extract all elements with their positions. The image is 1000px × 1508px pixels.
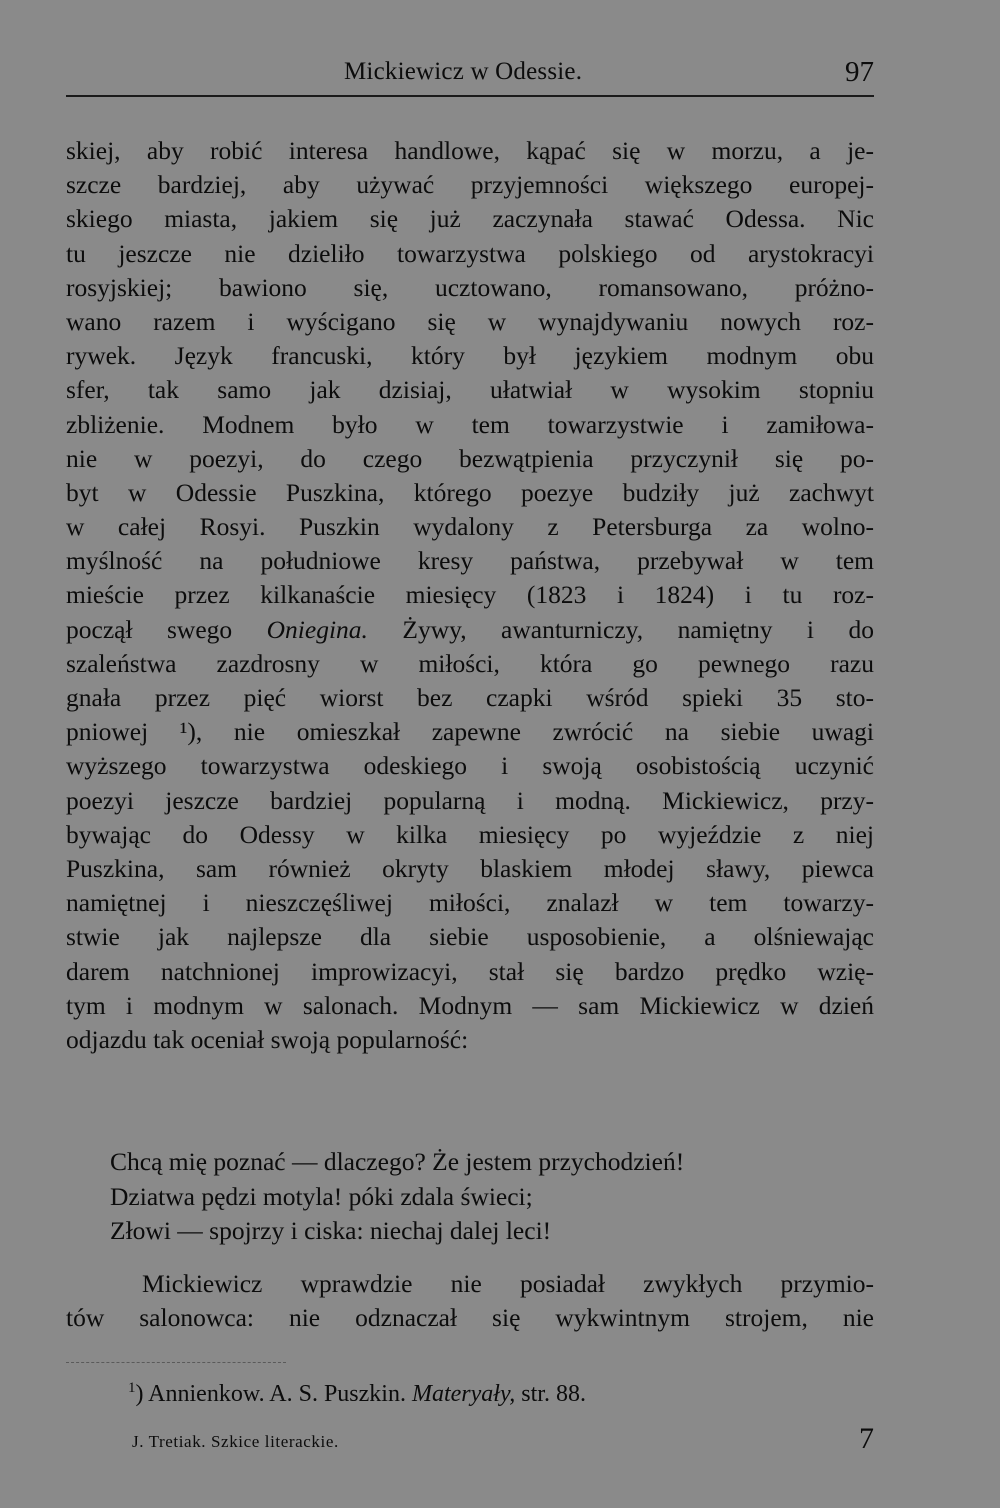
text-line: gnała przez pięć wiorst bez czapki wśród spieki 35 sto-: [66, 683, 874, 712]
running-title: Mickiewicz w Odessie.: [344, 58, 583, 85]
text-line: wyższego towarzystwa odeskiego i swoją osobistością uczynić: [66, 751, 874, 781]
text-line: wano razem i wyścigano się w wynajdywaniu nowych roz-: [66, 306, 874, 336]
paragraph-1: [66, 134, 874, 1057]
text-line: Mickiewicz wprawdzie nie posiadał zwykłych przymio-: [142, 1269, 874, 1298]
text-line: poezyi jeszcze bardziej popularną i modną. Mickiewicz, przy-: [66, 785, 874, 815]
footnote-marker: 1: [128, 1380, 136, 1396]
sheet-number: 7: [859, 1422, 874, 1455]
footnote-text: str. 88.: [515, 1381, 586, 1407]
text-line: mieście przez kilkanaście miesięcy (1823 i 1824) i tu roz-: [66, 580, 874, 610]
printer-signature: J. Tretiak. Szkice literackie.: [132, 1432, 339, 1451]
text-line: rosyjskiej; bawiono się, ucztowano, romansowano, próżno-: [66, 272, 874, 302]
text-line: odjazdu tak oceniał swoją popularność:: [66, 1024, 469, 1054]
text-line: nie w poezyi, do czego bezwątpienia przyczynił się po-: [66, 443, 874, 473]
text-line: tym i modnym w salonach. Modnym — sam Mickiewicz w dzień: [66, 990, 874, 1020]
text-line: Puszkina, sam również okryty blaskiem młodej sławy, piewca: [66, 853, 874, 883]
text-line: stwie jak najlepsze dla siebie usposobienie, a olśniewając: [66, 922, 874, 952]
page-number: 97: [845, 56, 874, 88]
text-line: pniowej ¹), nie omieszkał zapewne zwrócić na siebie uwagi: [66, 717, 874, 747]
text-line: [66, 613, 874, 647]
text-line: tu jeszcze nie dzieliło towarzystwa polskiego od arystokracyi: [66, 238, 874, 268]
text-line: darem natchnionej improwizacyi, stał się bardzo prędko wzię-: [66, 956, 874, 986]
page-header: [66, 58, 874, 94]
text-run: począł swego: [66, 614, 267, 644]
text-line: tów salonowca: nie odznaczał się wykwintnym strojem, nie: [66, 1303, 874, 1333]
text-line: bywając do Odessy w kilka miesięcy po wyjeździe z niej: [66, 819, 874, 849]
footnote: [128, 1380, 586, 1408]
text-run: Żywy, awanturniczy, namiętny i do: [367, 614, 874, 644]
footnote-italic: Materyały,: [411, 1381, 516, 1407]
text-line: sfer, tak samo jak dzisiaj, ułatwiał w wysokim stopniu: [66, 375, 874, 405]
text-line: myślność na południowe kresy państwa, przebywał w tem: [66, 546, 874, 576]
text-line: rywek. Język francuski, który był językiem modnym obu: [66, 341, 874, 371]
text-line: namiętnej i nieszczęśliwej miłości, znalazł w tem towarzy-: [66, 888, 874, 918]
verse-line: Chcą mię poznać — dlaczego? Że jestem przychodzień!: [110, 1147, 685, 1176]
footnote-separator: [66, 1362, 286, 1363]
paragraph-2: [66, 1267, 874, 1335]
verse-quote: [110, 1145, 850, 1249]
italic-title: Oniegina.: [266, 614, 368, 644]
text-line: skiego miasta, jakiem się już zaczynała stawać Odessa. Nic: [66, 204, 874, 234]
text-line: w całej Rosyi. Puszkin wydalony z Petersburga za wolno-: [66, 512, 874, 542]
header-rule: [66, 95, 874, 97]
text-line: zbliżenie. Modnem było w tem towarzystwie i zamiłowa-: [66, 409, 874, 439]
text-line: byt w Odessie Puszkina, którego poezye budziły już zachwyt: [66, 477, 874, 507]
verse-line: Złowi — spojrzy i ciska: niechaj dalej leci!: [110, 1216, 552, 1245]
text-line: szcze bardziej, aby używać przyjemności większego europej-: [66, 170, 874, 200]
footnote-text: ) Annienkow. A. S. Puszkin.: [135, 1381, 412, 1407]
text-line: szaleństwa zazdrosny w miłości, która go pewnego razu: [66, 648, 874, 678]
text-line: skiej, aby robić interesa handlowe, kąpać się w morzu, a je-: [66, 136, 874, 165]
verse-line: Dziatwa pędzi motyla! póki zdala świeci;: [110, 1181, 533, 1211]
